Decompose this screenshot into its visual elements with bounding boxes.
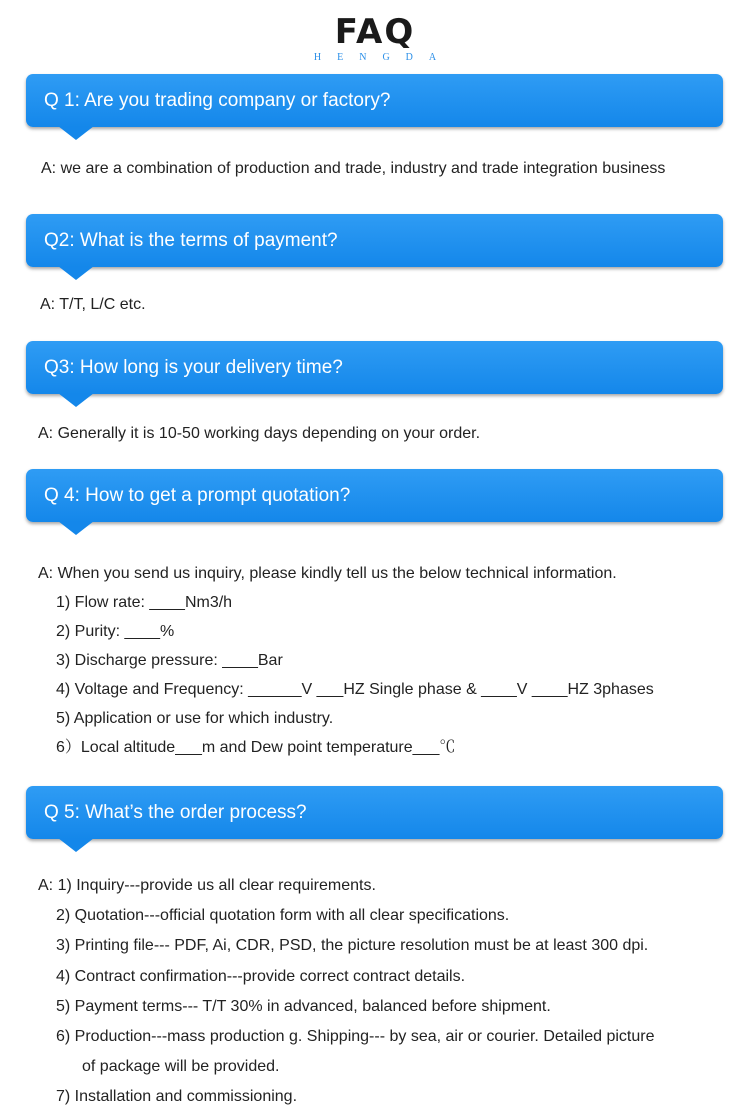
list-item: 1) Flow rate: ____Nm3/h <box>56 594 233 611</box>
list-item: 5) Application or use for which industry. <box>56 710 334 727</box>
list-item: A: 1) Inquiry---provide us all clear requirements. <box>38 877 376 894</box>
answer-1: A: we are a combination of production and trade, industry and trade integration business <box>41 160 666 177</box>
list-item: 2) Quotation---official quotation form with all clear specifications. <box>56 907 510 925</box>
list-item: 5) Payment terms--- T/T 30% in advanced, balanced before shipment. <box>56 997 551 1015</box>
list-item: 4) Contract confirmation---provide correct contract details. <box>56 967 466 985</box>
faq-header <box>0 12 750 63</box>
list-item: 6）Local altitude___m and Dew point temperature___℃ <box>56 739 456 756</box>
list-item: of package will be provided. <box>82 1058 280 1076</box>
list-item: 7) Installation and commissioning. <box>56 1088 298 1106</box>
answer-2: A: T/T, L/C etc. <box>40 296 146 313</box>
list-item: 3) Discharge pressure: ____Bar <box>56 652 283 669</box>
answer-5 <box>38 871 655 1113</box>
answer-4-intro: A: When you send us inquiry, please kindly tell us the below technical information. <box>38 565 617 582</box>
answer-3: A: Generally it is 10-50 working days depending on your order. <box>38 425 481 442</box>
page-title: FAQ <box>334 12 416 52</box>
list-item: 6) Production---mass production g. Shipping--- by sea, air or courier. Detailed picture <box>56 1027 655 1045</box>
list-item: 3) Printing file--- PDF, Ai, CDR, PSD, the picture resolution must be at least 300 dpi. <box>56 937 649 955</box>
question-4-bubble: Q 4: How to get a prompt quotation? <box>26 469 723 522</box>
list-item: 4) Voltage and Frequency: ______V ___HZ Single phase & ____V ____HZ 3phases <box>56 681 654 698</box>
question-2-bubble: Q2: What is the terms of payment? <box>26 214 723 267</box>
brand-subtitle: HENGDA <box>313 52 453 63</box>
question-1-bubble: Q 1: Are you trading company or factory? <box>26 74 723 127</box>
question-3-bubble: Q3: How long is your delivery time? <box>26 341 723 394</box>
question-5-bubble: Q 5: What’s the order process? <box>26 786 723 839</box>
list-item: 2) Purity: ____% <box>56 623 175 640</box>
answer-4 <box>38 559 654 762</box>
